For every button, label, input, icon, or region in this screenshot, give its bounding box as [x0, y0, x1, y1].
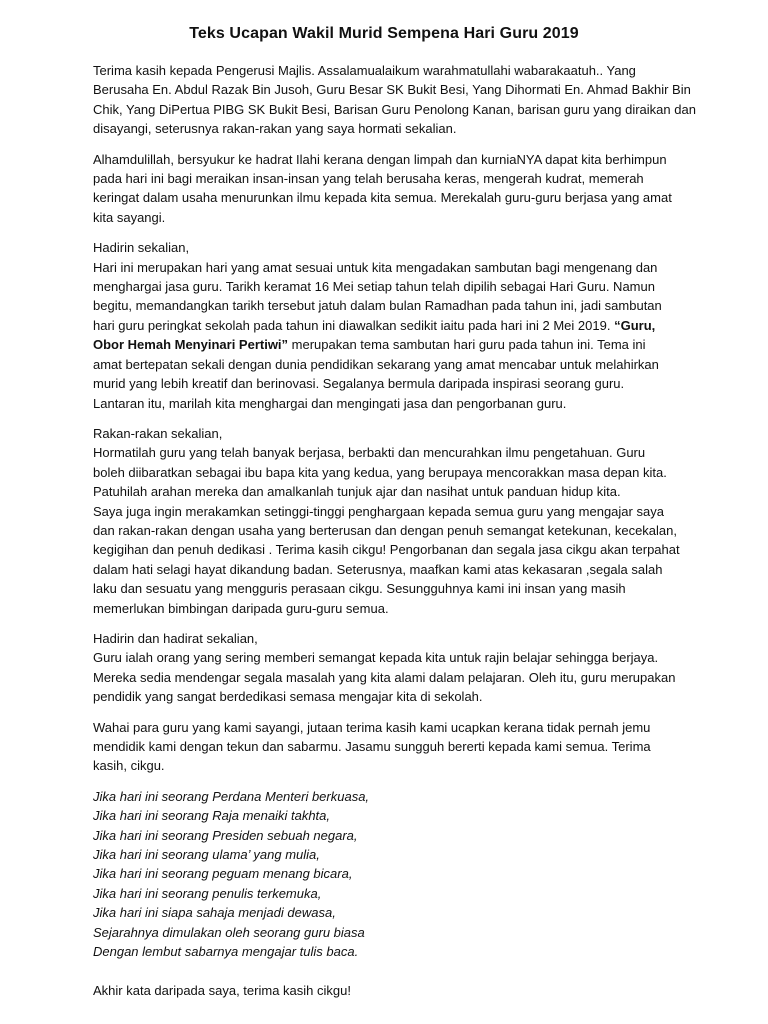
text-line: keringat dalam usaha menurunkan ilmu kepada kita semua. Merekalah guru-guru berjasa yang amat: [93, 190, 672, 206]
text-line: boleh diibaratkan sebagai ibu bapa kita yang kedua, yang berupaya mencorakkan masa depan kita.: [93, 464, 667, 480]
text-line: pada hari ini bagi meraikan insan-insan yang telah berusaha keras, mengerah kudrat, memerah: [93, 171, 644, 187]
text-line: Terima kasih kepada Pengerusi Majlis. Assalamualaikum warahmatullahi wabarakaatuh.. Yang: [93, 63, 636, 78]
poem-line: Jika hari ini seorang penulis terkemuka,: [93, 885, 322, 901]
document-title: Teks Ucapan Wakil Murid Sempena Hari Guru 2019: [189, 25, 579, 42]
text-line: kasih, cikgu.: [93, 758, 165, 774]
closing-line: Akhir kata daripada saya, terima kasih cikgu!: [93, 983, 351, 999]
text-line: Patuhilah arahan mereka dan amalkanlah tunjuk ajar dan nasihat untuk panduan hidup kita.: [93, 484, 621, 500]
poem-line: Jika hari ini seorang Raja menaiki takhta,: [93, 808, 331, 824]
text-line: Mereka sedia mendengar segala masalah yang kita alami dalam pelajaran. Oleh itu, guru merupakan: [93, 669, 676, 685]
text-line: Berusaha En. Abdul Razak Bin Jusoh, Guru Besar SK Bukit Besi, Yang Dihormati En. Ahmad Bakhir Bin: [93, 82, 691, 98]
text-line: Alhamdulillah, bersyukur ke hadrat Ilahi kerana dengan limpah dan kurniaNYA dapat kita berhimpun: [93, 151, 667, 167]
text-line: begitu, memandangkan tarikh tersebut jatuh dalam bulan Ramadhan pada tahun ini, jadi sambutan: [93, 298, 662, 314]
text-line: Wahai para guru yang kami sayangi, jutaan terima kasih kami ucapkan kerana tidak pernah jemu: [93, 719, 651, 735]
poem-line: Jika hari ini siapa sahaja menjadi dewasa,: [93, 905, 336, 921]
text-segment: merupakan tema sambutan hari guru pada tahun ini. Tema ini: [288, 337, 646, 353]
text-line: Hadirin dan hadirat sekalian,: [93, 630, 258, 646]
text-line: murid yang lebih kreatif dan berinovasi. Segalanya bermula daripada inspirasi seorang guru.: [93, 376, 625, 392]
poem-line: Dengan lembut sabarnya mengajar tulis baca.: [93, 944, 359, 960]
text-line: menghargai jasa guru. Tarikh keramat 16 Mei setiap tahun telah dipilih sebagai Hari Guru. Namun: [93, 279, 655, 295]
text-line: Hadirin sekalian,: [93, 240, 190, 256]
text-line: Chik, Yang DiPertua PIBG SK Bukit Besi, Barisan Guru Penolong Kanan, barisan guru yang diraikan dan: [93, 101, 696, 117]
poem-line: Jika hari ini seorang Presiden sebuah negara,: [93, 827, 358, 843]
poem-line: Jika hari ini seorang peguam menang bicara,: [93, 866, 353, 882]
text-line: kegigihan dan penuh dedikasi . Terima kasih cikgu! Pengorbanan dan segala jasa cikgu akan terpahat: [93, 542, 680, 558]
text-line: disayangi, seterusnya rakan-rakan yang saya hormati sekalian.: [93, 121, 457, 137]
text-line: Guru ialah orang yang sering memberi semangat kepada kita untuk rajin belajar sehingga berjaya.: [93, 650, 659, 666]
poem: [93, 787, 693, 962]
text-line: amat bertepatan sekali dengan dunia pendidikan sekarang yang amat mencabar untuk melahirkan: [93, 356, 659, 372]
text-line: Saya juga ingin merakamkan setinggi-tinggi penghargaan kepada semua guru yang mengajar saya: [93, 503, 664, 519]
paragraph-teacher-role: [93, 629, 693, 707]
theme-quote-end: Obor Hemah Menyinari Pertiwi”: [93, 337, 289, 353]
poem-line: Jika hari ini seorang Perdana Menteri berkuasa,: [93, 788, 370, 804]
text-line: dalam hati selagi hayat dikandung badan. Seterusnya, maafkan kami atas kekasaran ,segala salah: [93, 561, 663, 577]
text-line: dan rakan-rakan dengan usaha yang berterusan dan dengan penuh semangat ketekunan, kecekalan,: [93, 522, 677, 538]
text-segment: hari guru peringkat sekolah pada tahun ini diawalkan sedikit iaitu pada hari ini 2 Mei 2019.: [93, 317, 611, 333]
text-line: kita sayangi.: [93, 209, 166, 225]
paragraph-greeting: [93, 61, 696, 139]
paragraph-closing: [93, 981, 693, 1000]
paragraph-respect: [93, 424, 693, 618]
text-line: [93, 335, 693, 354]
document-body: [93, 61, 696, 1012]
text-line: Hormatilah guru yang telah banyak berjasa, berbakti dan mencurahkan ilmu pengetahuan. Guru: [93, 445, 646, 461]
paragraph-thanks: [93, 718, 693, 776]
paragraph-theme: [93, 238, 693, 413]
text-line: pendidik yang sangat berdedikasi semasa mengajar kita di sekolah.: [93, 689, 483, 705]
text-line: Hari ini merupakan hari yang amat sesuai untuk kita mengadakan sambutan bagi mengenang dan: [93, 259, 658, 275]
text-line: [93, 316, 693, 335]
text-line: mendidik kami dengan tekun dan sabarmu. Jasamu sungguh bererti kepada kami semua. Terima: [93, 739, 651, 754]
text-line: Rakan-rakan sekalian,: [93, 425, 223, 441]
text-line: laku dan sesuatu yang mengguris perasaan cikgu. Sesungguhnya kami ini insan yang masih: [93, 581, 626, 597]
text-line: memerlukan bimbingan daripada guru-guru semua.: [93, 600, 389, 616]
text-line: Lantaran itu, marilah kita menghargai dan mengingati jasa dan pengorbanan guru.: [93, 395, 567, 411]
paragraph-gratitude: [93, 150, 693, 228]
poem-line: Jika hari ini seorang ulama’ yang mulia,: [93, 847, 320, 863]
poem-line: Sejarahnya dimulakan oleh seorang guru biasa: [93, 924, 365, 940]
theme-quote-start: “Guru,: [614, 317, 656, 333]
